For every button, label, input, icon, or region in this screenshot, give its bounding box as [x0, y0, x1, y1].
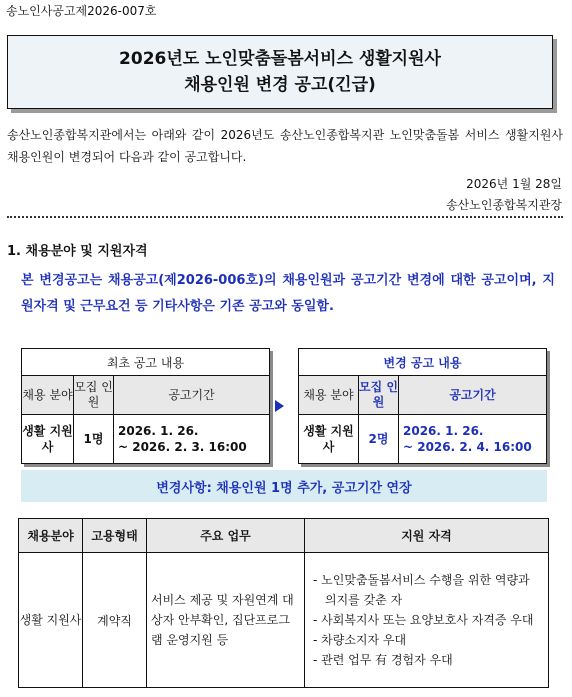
document-number: 송노인사공고제2026-007호: [6, 4, 157, 18]
change-notice: 본 변경공고는 채용공고(제2026-006호)의 채용인원과 공고기간 변경에 대한 공고이며, 지원자격 및 근무요건 등 기타사항은 기존 공고와 동일함.: [21, 273, 555, 314]
detail-header-qualifications: 지원 자격: [305, 519, 549, 553]
original-col-count: 모집 인원: [74, 376, 114, 415]
qualification-item: - 사회복지사 또는 요양보호사 자격증 우대: [313, 613, 534, 627]
detail-employment: 계약직: [83, 553, 147, 688]
change-summary-bar: 변경사항: 채용인원 1명 추가, 공고기간 연장: [21, 470, 547, 502]
original-col-period: 공고기간: [114, 376, 270, 415]
original-notice-table: [21, 348, 270, 464]
changed-count: 2명: [359, 415, 399, 464]
arrow-right-icon: [275, 400, 284, 412]
original-field: 생활 지원사: [22, 415, 74, 464]
dotted-divider: [7, 216, 563, 218]
changed-period-start: 2026. 1. 26.: [403, 424, 484, 438]
intro-paragraph: 송산노인종합복지관에서는 아래와 같이 2026년도 송산노인종합복지관 노인맞춤돌봄 서비스 생활지원사 채용인원이 변경되어 다음과 같이 공고합니다.: [7, 128, 563, 164]
changed-period: [399, 415, 547, 464]
changed-col-field: 채용 분야: [299, 376, 359, 415]
detail-header-employment: 고용형태: [83, 519, 147, 553]
title-line-2: 채용인원 변경 공고(긴급): [184, 75, 376, 95]
detail-header-field: 채용분야: [19, 519, 83, 553]
section-1-heading: 1. 채용분야 및 지원자격: [7, 244, 148, 259]
original-count: 1명: [74, 415, 114, 464]
qualification-item: - 노인맞춤돌봄서비스 수행을 위한 역량과 의지를 갖춘 자: [313, 573, 530, 607]
original-period-end: ~ 2026. 2. 3. 16:00: [118, 440, 247, 454]
original-period-start: 2026. 1. 26.: [118, 424, 199, 438]
qualification-item: - 차량소지자 우대: [313, 633, 407, 647]
changed-notice-table: [298, 348, 547, 464]
title-line-1: 2026년도 노인맞춤돌봄서비스 생활지원사: [119, 49, 441, 69]
title-box: [7, 35, 553, 109]
changed-field: 생활 지원사: [299, 415, 359, 464]
announcement-date: 2026년 1월 28일: [466, 177, 562, 191]
original-col-field: 채용 분야: [22, 376, 74, 415]
issuer-name: 송산노인종합복지관장: [446, 198, 562, 212]
changed-period-end: ~ 2026. 2. 4. 16:00: [403, 440, 532, 454]
original-header: 최초 공고 내용: [22, 349, 270, 376]
changed-header: 변경 공고 내용: [299, 349, 547, 376]
recruitment-detail-table: [18, 518, 549, 688]
detail-duties: 서비스 제공 및 자원연계 대상자 안부확인, 집단프로그램 운영지원 등: [147, 553, 305, 688]
detail-header-duties: 주요 업무: [147, 519, 305, 553]
detail-field: 생활 지원사: [19, 553, 83, 688]
changed-col-period: 공고기간: [399, 376, 547, 415]
qualification-item: - 관련 업무 有 경험자 우대: [313, 653, 453, 667]
changed-col-count: 모집 인원: [359, 376, 399, 415]
original-period: [114, 415, 270, 464]
detail-qualifications: [305, 553, 549, 688]
